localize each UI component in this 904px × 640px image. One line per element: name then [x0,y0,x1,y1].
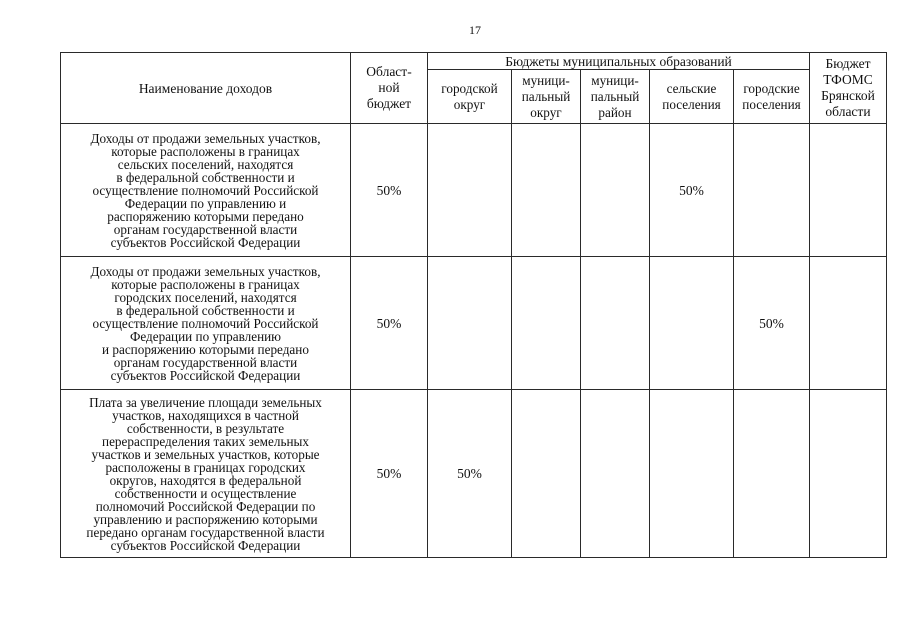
table-row [61,257,887,390]
header-revenue-name: Наименование доходов [61,53,351,124]
tfoms-share-cell [810,124,887,257]
page-number: 17 [469,23,481,37]
urban-settlements-share-cell [734,390,810,558]
revenue-name-line: передано органам государственной власти [86,524,325,540]
header-sub-line: округ [530,104,562,120]
revenue-name-line: осуществление полномочий Российской [92,315,319,331]
rural-settlements-share-cell [650,257,734,390]
revenue-name-line: субъектов Российской Федерации [110,367,301,383]
revenue-name-cell [61,257,351,390]
revenue-name-line: участков, находящихся в частной [112,407,299,423]
rural-settlements-share-cell [650,390,734,558]
oblast-share-cell: 50% [351,257,428,390]
revenue-name-line: Доходы от продажи земельных участков, [90,130,321,146]
header-sub-line: округ [453,96,486,112]
rural-settlements-share-cell: 50% [650,124,734,257]
revenue-name-line: которые расположены в границах [111,143,300,159]
revenue-name-line: Доходы от продажи земельных участков, [90,263,321,279]
revenue-name-line: осуществление полномочий Российской [92,182,319,198]
revenue-name-line: округов, находятся в федеральной [109,472,302,488]
header-municipal-rayon [581,70,650,124]
revenue-name-line: субъектов Российской Федерации [110,537,301,553]
header-tfoms-line: Брянской [821,88,875,103]
header-sub-line: пальный [521,88,571,104]
revenue-name-line: собственности и осуществление [114,485,297,501]
municipal-district-share-cell [512,257,581,390]
header-rural-settlements [650,70,734,124]
tfoms-share-cell [810,257,887,390]
municipal-district-share-cell [512,124,581,257]
header-city-district [428,70,512,124]
header-oblast-line: бюджет [366,96,412,111]
municipal-district-share-cell [512,390,581,558]
header-sub-line: поселения [742,96,801,112]
revenue-name-cell [61,124,351,257]
revenue-distribution-table [60,52,887,558]
municipal-rayon-share-cell [581,257,650,390]
table-row [61,124,887,257]
revenue-name-line: расположены в границах городских [105,459,306,475]
municipal-rayon-share-cell [581,390,650,558]
header-municipal-district [512,70,581,124]
revenue-name-line: собственности, в результате [126,420,285,436]
header-sub-line: городские [743,80,800,96]
city-district-share-cell [428,124,512,257]
header-sub-line: муници- [591,72,639,88]
revenue-name-line: органам государственной власти [113,221,298,237]
header-oblast-line: Област- [366,64,412,79]
revenue-name-cell [61,390,351,558]
header-sub-line: пальный [590,88,640,104]
revenue-name-line: в федеральной собственности и [116,302,295,318]
revenue-name-line: органам государственной власти [113,354,298,370]
header-tfoms-budget [810,53,887,124]
header-municipal-budgets: Бюджеты муниципальных образований [428,53,810,70]
header-tfoms-line: области [825,104,871,119]
header-sub-line: городской [441,80,498,96]
revenue-name-line: полномочий Российской Федерации по [95,498,316,514]
header-tfoms-line: Бюджет [825,56,871,71]
oblast-share-cell: 50% [351,390,428,558]
city-district-share-cell: 50% [428,390,512,558]
revenue-name-line: в федеральной собственности и [116,169,295,185]
oblast-share-cell: 50% [351,124,428,257]
tfoms-share-cell [810,390,887,558]
table-row [61,390,887,558]
header-urban-settlements [734,70,810,124]
header-sub-line: сельские [666,80,717,96]
urban-settlements-share-cell [734,124,810,257]
revenue-name-line: перераспределения таких земельных [102,433,309,449]
revenue-name-line: которые расположены в границах [111,276,300,292]
revenue-name-line: участков и земельных участков, которые [91,446,320,462]
urban-settlements-share-cell: 50% [734,257,810,390]
revenue-name-line: Федерации по управлению [129,328,282,344]
city-district-share-cell [428,257,512,390]
header-sub-line: муници- [522,72,570,88]
header-sub-line: район [598,104,632,120]
revenue-name-line: Федерации по управлению и [124,195,287,211]
revenue-name-line: и распоряжению которыми передано [102,341,309,357]
header-oblast-line: ной [378,80,400,95]
revenue-name-line: городских поселений, находятся [114,289,297,305]
header-tfoms-line: ТФОМС [823,72,873,87]
revenue-name-line: сельских поселений, находятся [117,156,294,172]
header-sub-line: поселения [662,96,721,112]
municipal-rayon-share-cell [581,124,650,257]
revenue-name-line: субъектов Российской Федерации [110,234,301,250]
revenue-name-line: распоряжению которыми передано [107,208,304,224]
revenue-name-line: управлению и распоряжению которыми [93,511,318,527]
revenue-name-line: Плата за увеличение площади земельных [89,394,322,410]
header-oblast-budget [351,53,428,124]
